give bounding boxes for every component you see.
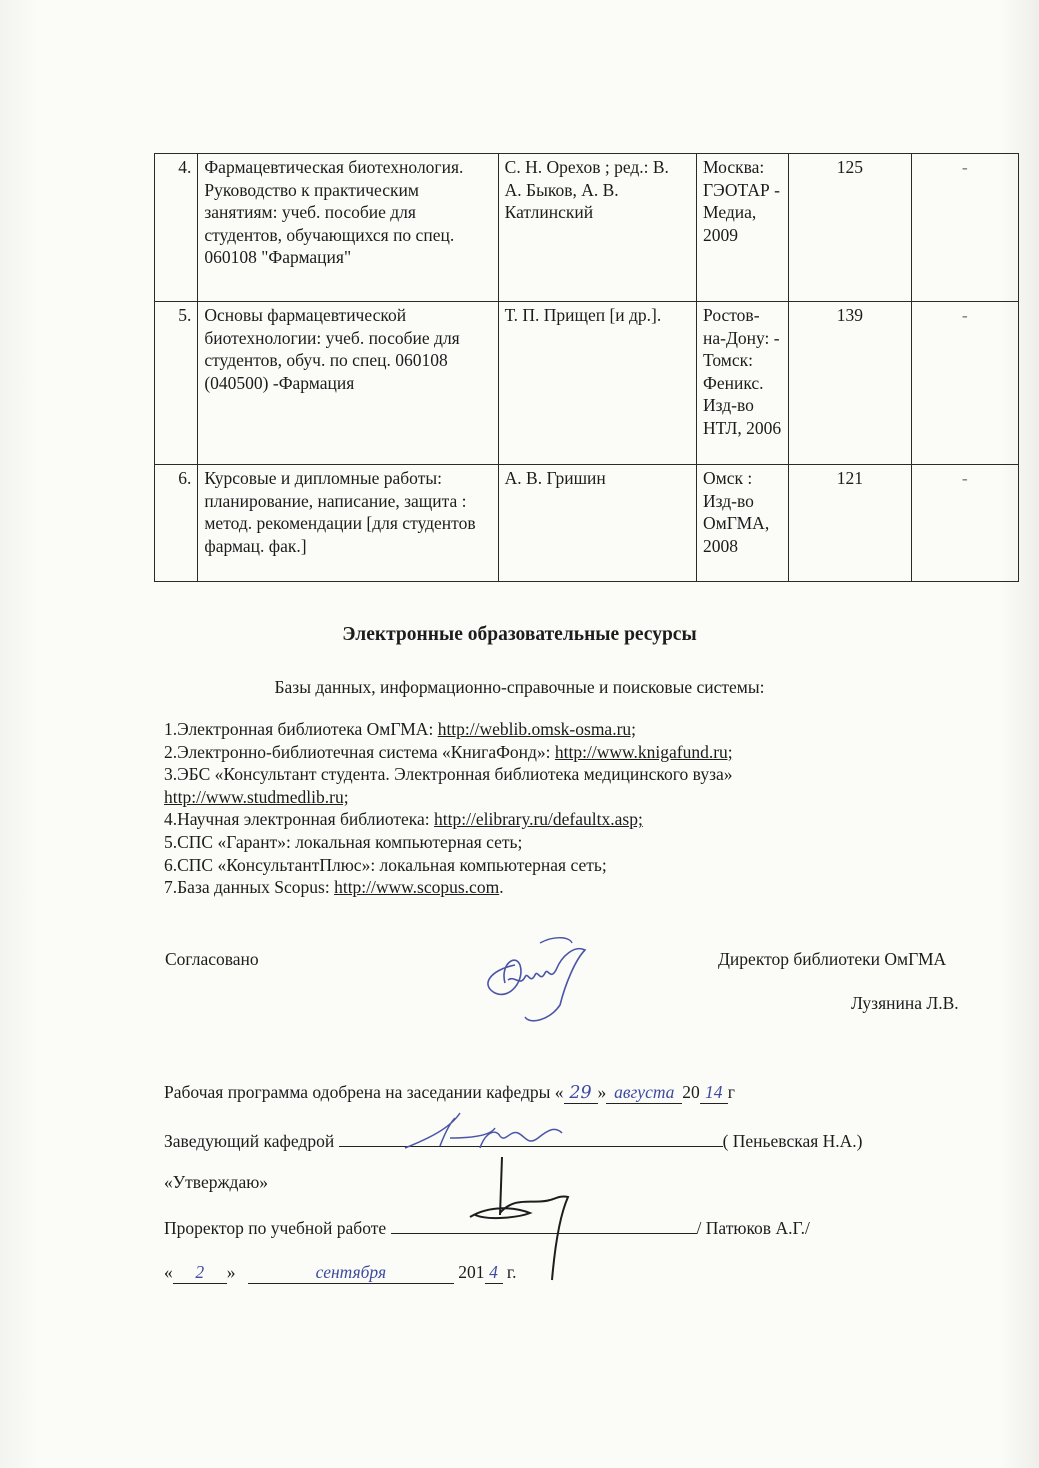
director-title: Директор библиотеки ОмГМА	[718, 949, 947, 969]
table-row	[155, 302, 1019, 465]
approve-label: «Утверждаю»	[164, 1172, 269, 1192]
list-item	[164, 808, 964, 831]
resource-text: 4.Научная электронная библиотека:	[164, 809, 435, 830]
book-title: Основы фармацевтической биотехнологии: учеб. пособие для студентов, обуч. по спец. 060108 (040500) -Фармация	[198, 302, 498, 465]
book-count: 139	[789, 302, 911, 465]
resources-list	[164, 718, 964, 899]
resource-text: 5.СПС «Гарант»: локальная компьютерная сеть;	[164, 831, 523, 852]
date-month: сентября	[248, 1262, 454, 1284]
resource-link[interactable]: http://www.knigafund.ru;	[554, 741, 733, 762]
book-authors: Т. П. Прищеп [и др.].	[498, 302, 696, 465]
books-table	[154, 153, 1019, 582]
director-name: Лузянина Л.В.	[851, 993, 959, 1013]
book-publisher: Москва: ГЭОТАР - Медиа, 2009	[697, 154, 789, 302]
date-day: 2	[173, 1262, 227, 1284]
book-title: Фармацевтическая биотехнология. Руководство к практическим занятиям: учеб. пособие для студентов, обучающихся по спец. 060108 "Фармация"	[198, 154, 498, 302]
list-item	[164, 718, 964, 741]
book-dash: -	[911, 465, 1018, 582]
prorector-label: Проректор по учебной работе	[164, 1218, 387, 1238]
resource-text: 1.Электронная библиотека ОмГМА:	[164, 719, 438, 739]
program-approval-text: Рабочая программа одобрена на заседании кафедры «	[164, 1082, 564, 1102]
book-count: 121	[789, 465, 911, 582]
program-approval-line: Рабочая программа одобрена на заседании кафедры « 29 » августа 20 14 г	[164, 1082, 735, 1103]
date-line: « 2 » сентября 201 4 г.	[164, 1262, 517, 1282]
head-name: ( Пеньевская Н.А.)	[722, 1131, 863, 1151]
list-item	[164, 831, 964, 854]
book-dash: -	[911, 154, 1018, 302]
program-year-suffix: 14	[700, 1082, 728, 1104]
program-day: 29	[564, 1083, 598, 1104]
program-month: августа	[606, 1082, 682, 1104]
date-year-end: г.	[502, 1262, 517, 1282]
list-item	[164, 876, 964, 899]
list-item	[164, 763, 964, 786]
book-publisher: Ростов-на-Дону: - Томск: Феникс. Изд-во НТЛ, 2006	[697, 302, 789, 465]
list-item	[164, 854, 964, 877]
program-year-end: г	[727, 1082, 735, 1102]
resource-text: 7.База данных Scopus:	[164, 877, 335, 898]
prorector-name: / Патюков А.Г./	[696, 1218, 810, 1238]
book-title: Курсовые и дипломные работы: планирование, написание, защита : метод. рекомендации [для студентов фармац. фак.]	[198, 465, 498, 582]
resource-link[interactable]: http://elibrary.ru/defaultx.asp;	[434, 809, 643, 830]
library-director-signature	[470, 925, 600, 1030]
head-signature	[400, 1108, 570, 1158]
resource-link[interactable]: http://www.studmedlib.ru;	[164, 786, 349, 807]
row-number: 4.	[155, 154, 198, 302]
book-authors: А. В. Гришин	[498, 465, 696, 582]
list-item	[164, 741, 964, 764]
agreed-label: Согласовано	[165, 949, 259, 969]
table-row	[155, 465, 1019, 582]
program-year-prefix: 20	[682, 1082, 700, 1102]
resource-text: 3.ЭБС «Консультант студента. Электронная библиотека медицинского вуза»	[164, 764, 733, 785]
resources-subheading: Базы данных, информационно-справочные и поисковые системы:	[274, 677, 765, 697]
resource-text: 6.СПС «КонсультантПлюс»: локальная компьютерная сеть;	[164, 854, 607, 875]
book-dash: -	[911, 302, 1018, 465]
row-number: 6.	[155, 465, 198, 582]
row-number: 5.	[155, 302, 198, 465]
head-label: Заведующий кафедрой	[164, 1131, 335, 1151]
book-authors: С. Н. Орехов ; ред.: В. А. Быков, А. В. Катлинский	[498, 154, 696, 302]
book-count: 125	[789, 154, 911, 302]
resources-heading: Электронные образовательные ресурсы	[342, 624, 697, 645]
resource-link[interactable]: http://www.scopus.com	[334, 877, 500, 898]
date-year-suffix: 4	[485, 1262, 503, 1284]
resource-text-end: .	[499, 877, 504, 898]
list-item	[164, 786, 964, 809]
date-year-prefix: 201	[458, 1262, 485, 1282]
resource-link[interactable]: http://weblib.omsk-osma.ru;	[437, 719, 637, 739]
resource-text: 2.Электронно-библиотечная система «КнигаФонд»:	[164, 741, 555, 762]
table-row	[155, 154, 1019, 302]
book-publisher: Омск : Изд-во ОмГМА, 2008	[697, 465, 789, 582]
